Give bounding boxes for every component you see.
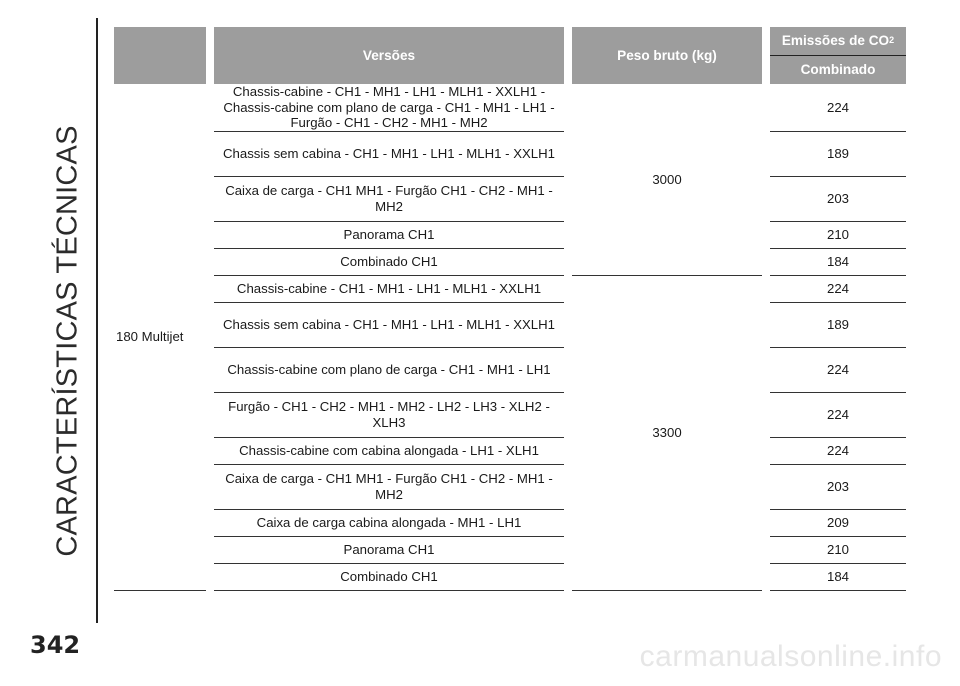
table-row xyxy=(114,536,906,563)
header-emissoes-title: Emissões de CO 2 xyxy=(770,27,906,56)
table-row xyxy=(114,464,906,509)
header-versoes: Versões xyxy=(214,27,564,84)
versao-cell: Caixa de carga - CH1 MH1 - Furgão CH1 - CH2 - MH1 - MH2 xyxy=(214,176,564,221)
co2-cell: 209 xyxy=(770,509,906,536)
co2-cell: 189 xyxy=(770,131,906,176)
co2-cell: 184 xyxy=(770,563,906,590)
peso-cell: 3000 xyxy=(572,84,762,275)
co2-cell: 224 xyxy=(770,84,906,131)
page-number: 342 xyxy=(30,631,81,659)
co2-cell: 203 xyxy=(770,176,906,221)
table-row xyxy=(114,347,906,392)
versao-cell: Combinado CH1 xyxy=(214,248,564,275)
versao-cell: Chassis-cabine - CH1 - MH1 - LH1 - MLH1 - XXLH1 xyxy=(214,275,564,302)
table-row xyxy=(114,221,906,248)
table-row xyxy=(114,437,906,464)
emissions-table xyxy=(114,27,906,591)
table-row xyxy=(114,563,906,590)
motor-cell: 180 Multijet xyxy=(114,84,206,590)
co2-cell: 210 xyxy=(770,536,906,563)
co2-cell: 210 xyxy=(770,221,906,248)
header-combinado: Combinado xyxy=(770,56,906,84)
versao-cell: Panorama CH1 xyxy=(214,221,564,248)
co2-cell: 224 xyxy=(770,275,906,302)
versao-cell: Chassis sem cabina - CH1 - MH1 - LH1 - MLH1 - XXLH1 xyxy=(214,302,564,347)
section-divider xyxy=(96,18,98,623)
table-row xyxy=(114,275,906,302)
co2-cell: 224 xyxy=(770,392,906,437)
peso-cell: 3300 xyxy=(572,275,762,590)
co2-cell: 184 xyxy=(770,248,906,275)
table-header-row xyxy=(114,27,906,84)
table-row xyxy=(114,84,906,131)
watermark: carmanualsonline.info xyxy=(639,640,942,673)
header-emissoes xyxy=(770,27,906,84)
table-row xyxy=(114,509,906,536)
versao-cell: Furgão - CH1 - CH2 - MH1 - MH2 - LH2 - LH3 - XLH2 - XLH3 xyxy=(214,392,564,437)
co2-cell: 224 xyxy=(770,347,906,392)
versao-cell: Caixa de carga cabina alongada - MH1 - LH1 xyxy=(214,509,564,536)
co2-cell: 203 xyxy=(770,464,906,509)
table-body xyxy=(114,84,906,590)
table-row xyxy=(114,392,906,437)
table-row xyxy=(114,176,906,221)
versao-cell: Caixa de carga - CH1 MH1 - Furgão CH1 - CH2 - MH1 - MH2 xyxy=(214,464,564,509)
versao-cell: Chassis-cabine com cabina alongada - LH1 - XLH1 xyxy=(214,437,564,464)
versao-cell: Combinado CH1 xyxy=(214,563,564,590)
header-motor xyxy=(114,27,206,84)
versao-cell: Chassis-cabine - CH1 - MH1 - LH1 - MLH1 - XXLH1 - Chassis-cabine com plano de carga - CH1 - MH1 - LH1 - Furgão - CH1 - CH2 - MH1 - MH2 xyxy=(214,84,564,131)
table-row xyxy=(114,248,906,275)
section-title-text: CARACTERÍSTICAS TÉCNICAS xyxy=(51,125,84,557)
table-row xyxy=(114,302,906,347)
versao-cell: Chassis-cabine com plano de carga - CH1 - MH1 - LH1 xyxy=(214,347,564,392)
table-row xyxy=(114,131,906,176)
header-peso: Peso bruto (kg) xyxy=(572,27,762,84)
versao-cell: Panorama CH1 xyxy=(214,536,564,563)
co2-cell: 189 xyxy=(770,302,906,347)
versao-cell: Chassis sem cabina - CH1 - MH1 - LH1 - MLH1 - XXLH1 xyxy=(214,131,564,176)
co2-cell: 224 xyxy=(770,437,906,464)
